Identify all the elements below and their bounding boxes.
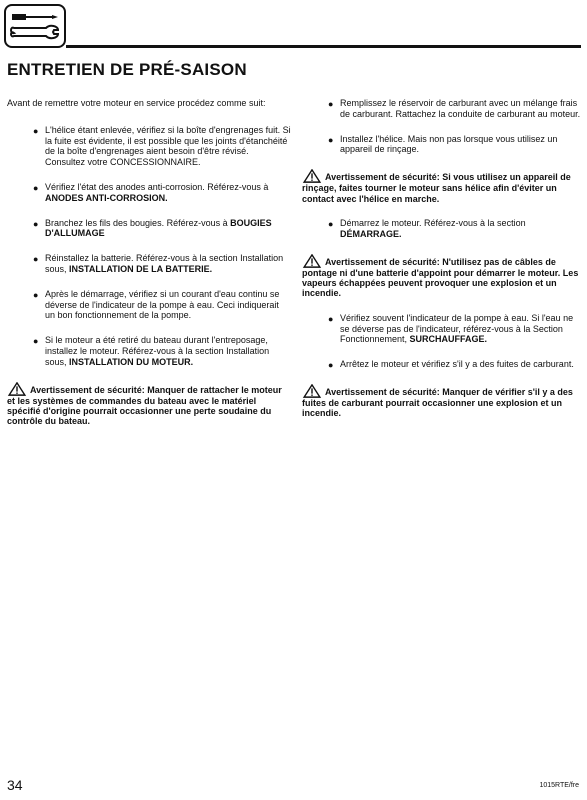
right-bullet-list-1 — [302, 98, 581, 155]
right-bullet-list-2 — [302, 218, 581, 240]
list-item: ● Réinstallez la batterie. Référez-vous à la section Installation sous, INSTALLATION DE LA BATTERIE. — [33, 253, 284, 274]
left-bullet-list — [7, 125, 291, 368]
list-item: ● Arrêtez le moteur et vérifiez s'il y a des fuites de carburant. — [328, 359, 574, 371]
list-item: ● Si le moteur a été retiré du bateau durant l'entreposage, installez le moteur. Référez-vous à la section Installation sous, INSTALLATION DU MOTEUR. — [33, 335, 270, 367]
safety-warning: Avertissement de sécurité: Manquer de rattacher le moteur et les systèmes de commandes du bateau avec le matériel spécifié d'origine pourrait occasionner une perte soudaine du contrôle du bateau. — [7, 382, 291, 427]
safety-warning: Avertissement de sécurité: Si vous utilisez un appareil de rinçage, faites tourner le moteur sans hélice afin d'éviter un contact avec l'hélice en marche. — [302, 169, 581, 204]
list-item: ● Vérifiez souvent l'indicateur de la pompe à eau. Si l'eau ne se déverse pas de l'indicateur, référez-vous à la Section Fonctionnement, SURCHAUFFAGE. — [328, 312, 574, 345]
page-number: 34 — [7, 777, 23, 793]
bullet-icon: ● — [328, 134, 334, 145]
bullet-icon: ● — [33, 254, 39, 265]
intro-text: Avant de remettre votre moteur en service procédez comme suit: — [7, 98, 266, 108]
warning-triangle-icon — [7, 382, 27, 396]
left-column — [7, 98, 291, 441]
bullet-icon: ● — [33, 218, 39, 229]
list-item: ● Branchez les fils des bougies. Référez-vous à BOUGIES D'ALLUMAGE — [33, 217, 272, 239]
warning-triangle-icon — [302, 254, 322, 268]
safety-warning: Avertissement de sécurité: N'utilisez pas de câbles de pontage ni d'une batterie d'appoint pour démarrer le moteur. Les vapeurs échappées peuvent provoquer une explosion et un incendie. — [302, 254, 581, 299]
bullet-icon: ● — [328, 360, 334, 371]
right-bullet-list-3 — [302, 313, 581, 370]
bullet-icon: ● — [328, 219, 334, 229]
screwdriver-wrench-icon — [6, 6, 64, 46]
list-item: ● Installez l'hélice. Mais non pas lorsque vous utilisez un appareil de rinçage. — [328, 133, 558, 155]
bullet-icon: ● — [33, 182, 39, 193]
bullet-icon: ● — [33, 125, 39, 136]
list-item: ● Démarrez le moteur. Référez-vous à la section DÉMARRAGE. — [328, 218, 526, 239]
bullet-icon: ● — [33, 336, 39, 347]
header-rule — [66, 45, 581, 48]
list-item: ● L'hélice étant enlevée, vérifiez si la boîte d'engrenages fuit. Si la fuite est évidente, il est possible que les joints d'étanchéité de la boîte d'engrenages aient besoin d'être révisé. Consultez votre CONCESSIONNAIRE. — [33, 124, 291, 168]
right-column — [302, 98, 581, 433]
warning-triangle-icon — [302, 169, 322, 183]
warning-triangle-icon — [302, 384, 322, 398]
list-item: ● Remplissez le réservoir de carburant avec un mélange frais de carburant. Rattachez la conduite de carburant au moteur. — [328, 98, 581, 119]
safety-warning: Avertissement de sécurité: Manquer de vérifier s'il y a des fuites de carburant pourrait occasionner une explosion et un incendie. — [302, 384, 581, 419]
bullet-icon: ● — [33, 289, 39, 300]
list-item: ● Après le démarrage, vérifiez si un courant d'eau continu se déverse de l'indicateur de la pompe à eau. Ceci indiquerait un bon fonctionnement de la pompe. — [33, 288, 280, 321]
document-code: 1015RTE/fre — [539, 782, 579, 789]
page-title: ENTRETIEN DE PRÉ-SAISON — [7, 60, 247, 79]
bullet-icon: ● — [328, 313, 334, 324]
tools-icon — [4, 4, 66, 48]
bullet-icon: ● — [328, 99, 334, 109]
list-item: ● Vérifiez l'état des anodes anti-corrosion. Référez-vous à ANODES ANTI-CORROSION. — [33, 181, 269, 203]
